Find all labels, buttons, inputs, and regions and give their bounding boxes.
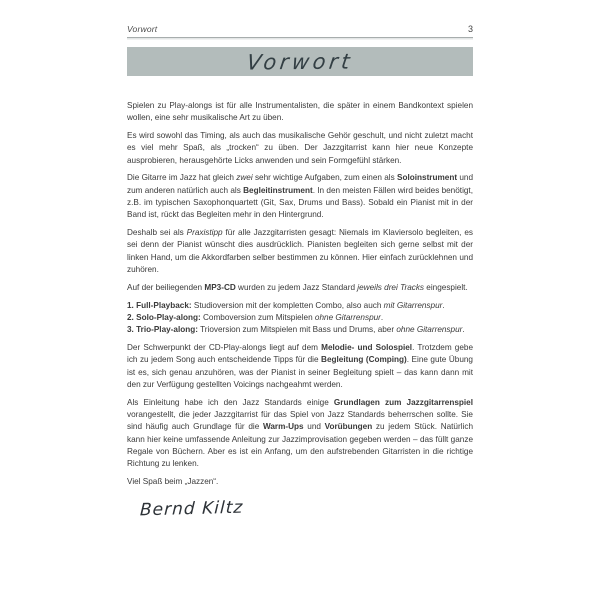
running-header xyxy=(127,24,473,38)
paragraph xyxy=(127,342,473,391)
signature: Bernd Kiltz xyxy=(139,497,244,521)
text-run: Deshalb sei als xyxy=(127,228,187,238)
text-run: . Trotzdem gebe ich zu jedem Song auch entscheidende Tipps für die xyxy=(127,343,474,365)
text-run: Viel Spaß beim „Jazzen“. xyxy=(127,477,219,487)
chapter-title: Vorwort xyxy=(245,49,355,74)
paragraph xyxy=(127,172,473,221)
text-run: Es wird sowohl das Timing, als auch das musikalische Gehör geschult, und nicht zuletzt macht es viel mehr Spaß, als „trocken“ zu üben. Der Jazzgitarrist kann hier neue Konzepte ausprobieren, herausgehörte Licks anwenden und sein Formgefühl stärken. xyxy=(127,131,473,165)
track-list-item xyxy=(127,324,473,336)
text-run: und zum anderen natürlich auch als xyxy=(127,173,473,195)
body-text xyxy=(127,100,473,488)
text-run: vorangestellt, die jeder Jazzgitarrist für das Spiel von Jazz Standards beherrschen sollte. Sie sind häufig auch Grundlage für die xyxy=(127,410,473,432)
text-run: für alle Jazzgitarristen gesagt: Niemals im Klaviersolo begleiten, es sei denn der Pianist wünscht dies ausdrücklich. Pianisten begleiten sich gerne selbst mit der linken Hand, um die Akkordfarben selber bestimmen zu können. Hier einfach zurücklehnen und zuhören. xyxy=(127,228,474,275)
paragraph xyxy=(127,100,473,125)
text-run: Soloinstrument xyxy=(397,173,458,183)
text-run: eingespielt. xyxy=(424,282,468,292)
text-run: Die Gitarre im Jazz hat gleich xyxy=(127,173,237,183)
track-list xyxy=(127,300,473,337)
text-run: wurden zu jedem Jazz Standard xyxy=(235,282,358,292)
paragraph xyxy=(127,397,473,471)
paragraph xyxy=(127,476,473,488)
text-run: . xyxy=(462,325,465,335)
text-run: Comboversion zum Mitspielen xyxy=(200,312,315,322)
text-run: Spielen zu Play-alongs ist für alle Instrumentalisten, die später in einem Bandkontext spielen wollen, eine sehr musikalische Art zu üben. xyxy=(127,101,473,123)
paragraph xyxy=(127,130,473,167)
page-number: 3 xyxy=(467,24,473,34)
text-run: Begleitinstrument xyxy=(243,185,313,195)
text-run: . xyxy=(380,312,384,322)
text-run: . xyxy=(442,300,445,310)
paragraph xyxy=(127,282,473,294)
text-run: ohne Gitarrenspur xyxy=(396,325,463,335)
text-run: Trioversion zum Mitspielen mit Bass und Drums, aber xyxy=(197,325,397,335)
text-run: Studioversion mit der kompletten Combo, also auch xyxy=(191,300,384,310)
text-run: Begleitung (Comping) xyxy=(321,355,407,365)
text-run: . In den meisten Fällen wird beides benötigt, z.B. im typischen Saxophonquartett (Git, Sax, Drums und Bass). Sobald ein Pianist mit in der Band ist, rückt das Begleiten mehr in den Hintergrund. xyxy=(127,185,473,220)
text-run: jeweils drei Tracks xyxy=(357,282,425,292)
text-run: Melodie- und Solospiel xyxy=(321,343,413,353)
text-run: ohne Gitarrenspur xyxy=(314,312,381,322)
text-run: mit Gitarrenspur xyxy=(383,300,443,310)
text-run: . Eine gute Übung ist es, sich genau anzuhören, was der Pianist in seiner Begleitung spielt – das kann dann mit den zur Verfügung gestellten Voicings nachgeahmt werden. xyxy=(127,355,473,389)
text-run: 2. Solo-Play-along: xyxy=(127,312,201,322)
track-list-item xyxy=(127,300,473,312)
text-run: MP3-CD xyxy=(204,282,236,292)
text-run: Der Schwerpunkt der CD-Play-alongs liegt auf dem xyxy=(127,343,322,353)
text-run: und xyxy=(303,422,325,432)
text-run: Vorübungen xyxy=(324,422,373,432)
text-run: Als Einleitung habe ich den Jazz Standards einige xyxy=(127,397,334,407)
running-title: Vorwort xyxy=(127,24,158,34)
text-run: Warm-Ups xyxy=(262,422,304,432)
text-run: zwei xyxy=(236,173,253,183)
chapter-banner xyxy=(127,47,473,76)
book-page xyxy=(127,24,473,519)
text-run: 1. Full-Playback: xyxy=(127,300,192,310)
track-list-item xyxy=(127,312,473,324)
paragraph xyxy=(127,227,473,276)
text-run: sehr wichtige Aufgaben, zum einen als xyxy=(252,173,397,183)
text-run: zu jedem Stück. Natürlich kann hier keine umfassende Anleitung zur Jazzimprovisation gegeben werden – das füllt ganze Regale von Büchern. Aber es ist ein Anfang, um den aufstrebenden Gitarristen in die richtige Richtung zu lenken. xyxy=(127,422,473,469)
text-run: 3. Trio-Play-along: xyxy=(127,325,198,335)
text-run: Praxistipp xyxy=(186,228,223,238)
text-run: Auf der beiliegenden xyxy=(127,282,205,292)
text-run: Grundlagen zum Jazzgitarrenspiel xyxy=(333,397,473,407)
